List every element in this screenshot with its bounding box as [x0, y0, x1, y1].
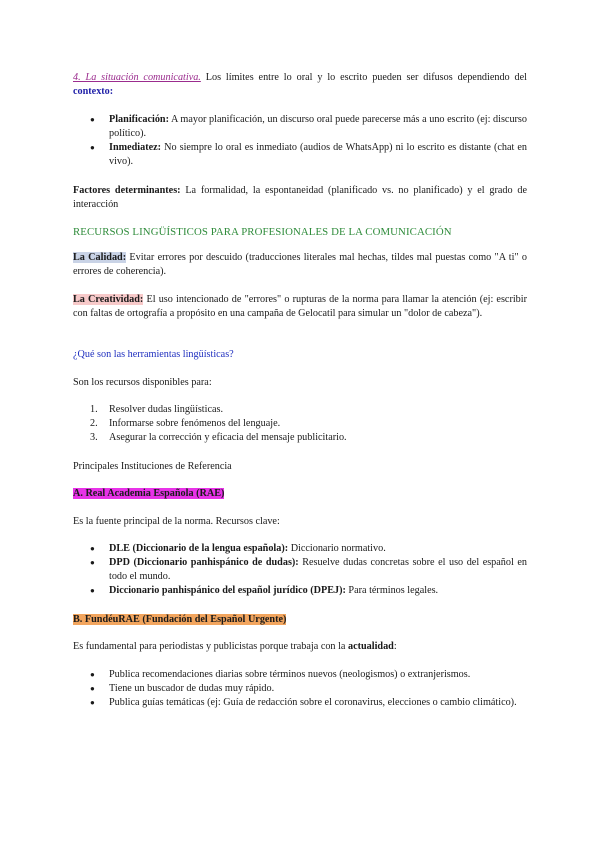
calidad-text: Evitar errores por descuido (traducciones literales mal hechas, tildes mal puestas como "A ti" o errores de coherencia). [73, 252, 527, 277]
list-item [73, 556, 527, 584]
rae-bullet-list [73, 542, 527, 598]
bullet-label: Diccionario panhispánico del español jurídico (DPEJ): [109, 585, 346, 596]
fundeu-intro-text: Es fundamental para periodistas y publicistas porque trabaja con la [73, 641, 348, 652]
sec4-text: Los límites entre lo oral y lo escrito pueden ser difusos dependiendo del [200, 72, 527, 83]
numbered-list [73, 403, 527, 445]
bullet-label: DPD (Diccionario panhispánico de dudas): [109, 557, 299, 568]
calidad-label: La Calidad: [73, 252, 127, 263]
sec4-paragraph [73, 71, 527, 99]
fundeu-intro-bold: actualidad [347, 641, 394, 652]
list-item [73, 431, 527, 445]
bullet-text: Diccionario normativo. [288, 543, 386, 554]
bullet-label: Planificación: [109, 114, 169, 125]
list-item [73, 417, 527, 431]
creatividad-paragraph [73, 293, 527, 321]
list-item: ● Publica recomendaciones diarias sobre términos nuevos (neologismos) o extranjerismos. [73, 668, 527, 682]
list-item: ● Publica guías temáticas (ej: Guía de redacción sobre el coronavirus, elecciones o cambio climático). [73, 696, 527, 710]
sec4-title-link[interactable]: 4. La situación comunicativa. [73, 72, 201, 83]
instituciones-heading: Principales Instituciones de Referencia [73, 461, 232, 472]
list-item [73, 584, 527, 598]
recursos-heading: RECURSOS LINGÜÍSTICOS PARA PROFESIONALES DE LA COMUNICACIÓN [73, 226, 452, 238]
creatividad-label: La Creatividad: [73, 294, 144, 305]
bullet-label: DLE (Diccionario de la lengua española): [109, 543, 289, 554]
creatividad-text: El uso intencionado de "errores" o rupturas de la norma para llamar la atención (ej: escribir con faltas de ortografía a propósito en una campaña de Gelocatil para simular un "dolor de cabeza"). [73, 294, 527, 319]
herramientas-question: ¿Qué son las herramientas lingüísticas? [73, 349, 234, 360]
rae-heading: A. Real Academia Española (RAE) [73, 488, 225, 499]
factores-text: La formalidad, la espontaneidad (planificado vs. no planificado) y el grado de interacción [73, 185, 527, 210]
fundeu-intro-end: : [393, 641, 397, 652]
calidad-paragraph [73, 251, 527, 279]
list-number: 2. [90, 418, 98, 429]
list-text: Asegurar la corrección y eficacia del mensaje publicitario. [109, 432, 347, 443]
list-item [73, 403, 527, 417]
fundeu-bullet-list [73, 668, 527, 710]
list-item [73, 141, 527, 169]
list-number: 1. [90, 404, 98, 415]
list-number: 3. [90, 432, 98, 443]
factores-paragraph [73, 184, 527, 212]
list-text: Informarse sobre fenómenos del lenguaje. [109, 418, 281, 429]
list-item: ● Tiene un buscador de dudas muy rápido. [73, 682, 527, 696]
rae-heading-line [73, 487, 527, 501]
rae-intro: Es la fuente principal de la norma. Recursos clave: [73, 516, 280, 527]
fundeu-heading-line [73, 613, 527, 627]
fundeu-heading: B. FundéuRAE (Fundación del Español Urgente) [73, 614, 287, 625]
bullet-text: Resuelve dudas concretas sobre el uso del español en todo el mundo. [109, 557, 527, 582]
context-label: contexto: [73, 86, 114, 97]
list-text: Resolver dudas lingüísticas. [109, 404, 224, 415]
bullet-text: Para términos legales. [345, 585, 439, 596]
list-item [73, 113, 527, 141]
bullet-label: Inmediatez: [109, 142, 162, 153]
list-item [73, 542, 527, 556]
recursos-intro: Son los recursos disponibles para: [73, 377, 212, 388]
fundeu-intro [73, 640, 527, 654]
bullet-text: A mayor planificación, un discurso oral puede parecerse más a uno escrito (ej: discurso político). [109, 114, 527, 139]
bullet-text: No siempre lo oral es inmediato (audios de WhatsApp) ni lo escrito es distante (chat en vivo). [109, 142, 527, 167]
factores-label: Factores determinantes: [73, 185, 181, 196]
sec4-bullet-list [73, 113, 527, 169]
